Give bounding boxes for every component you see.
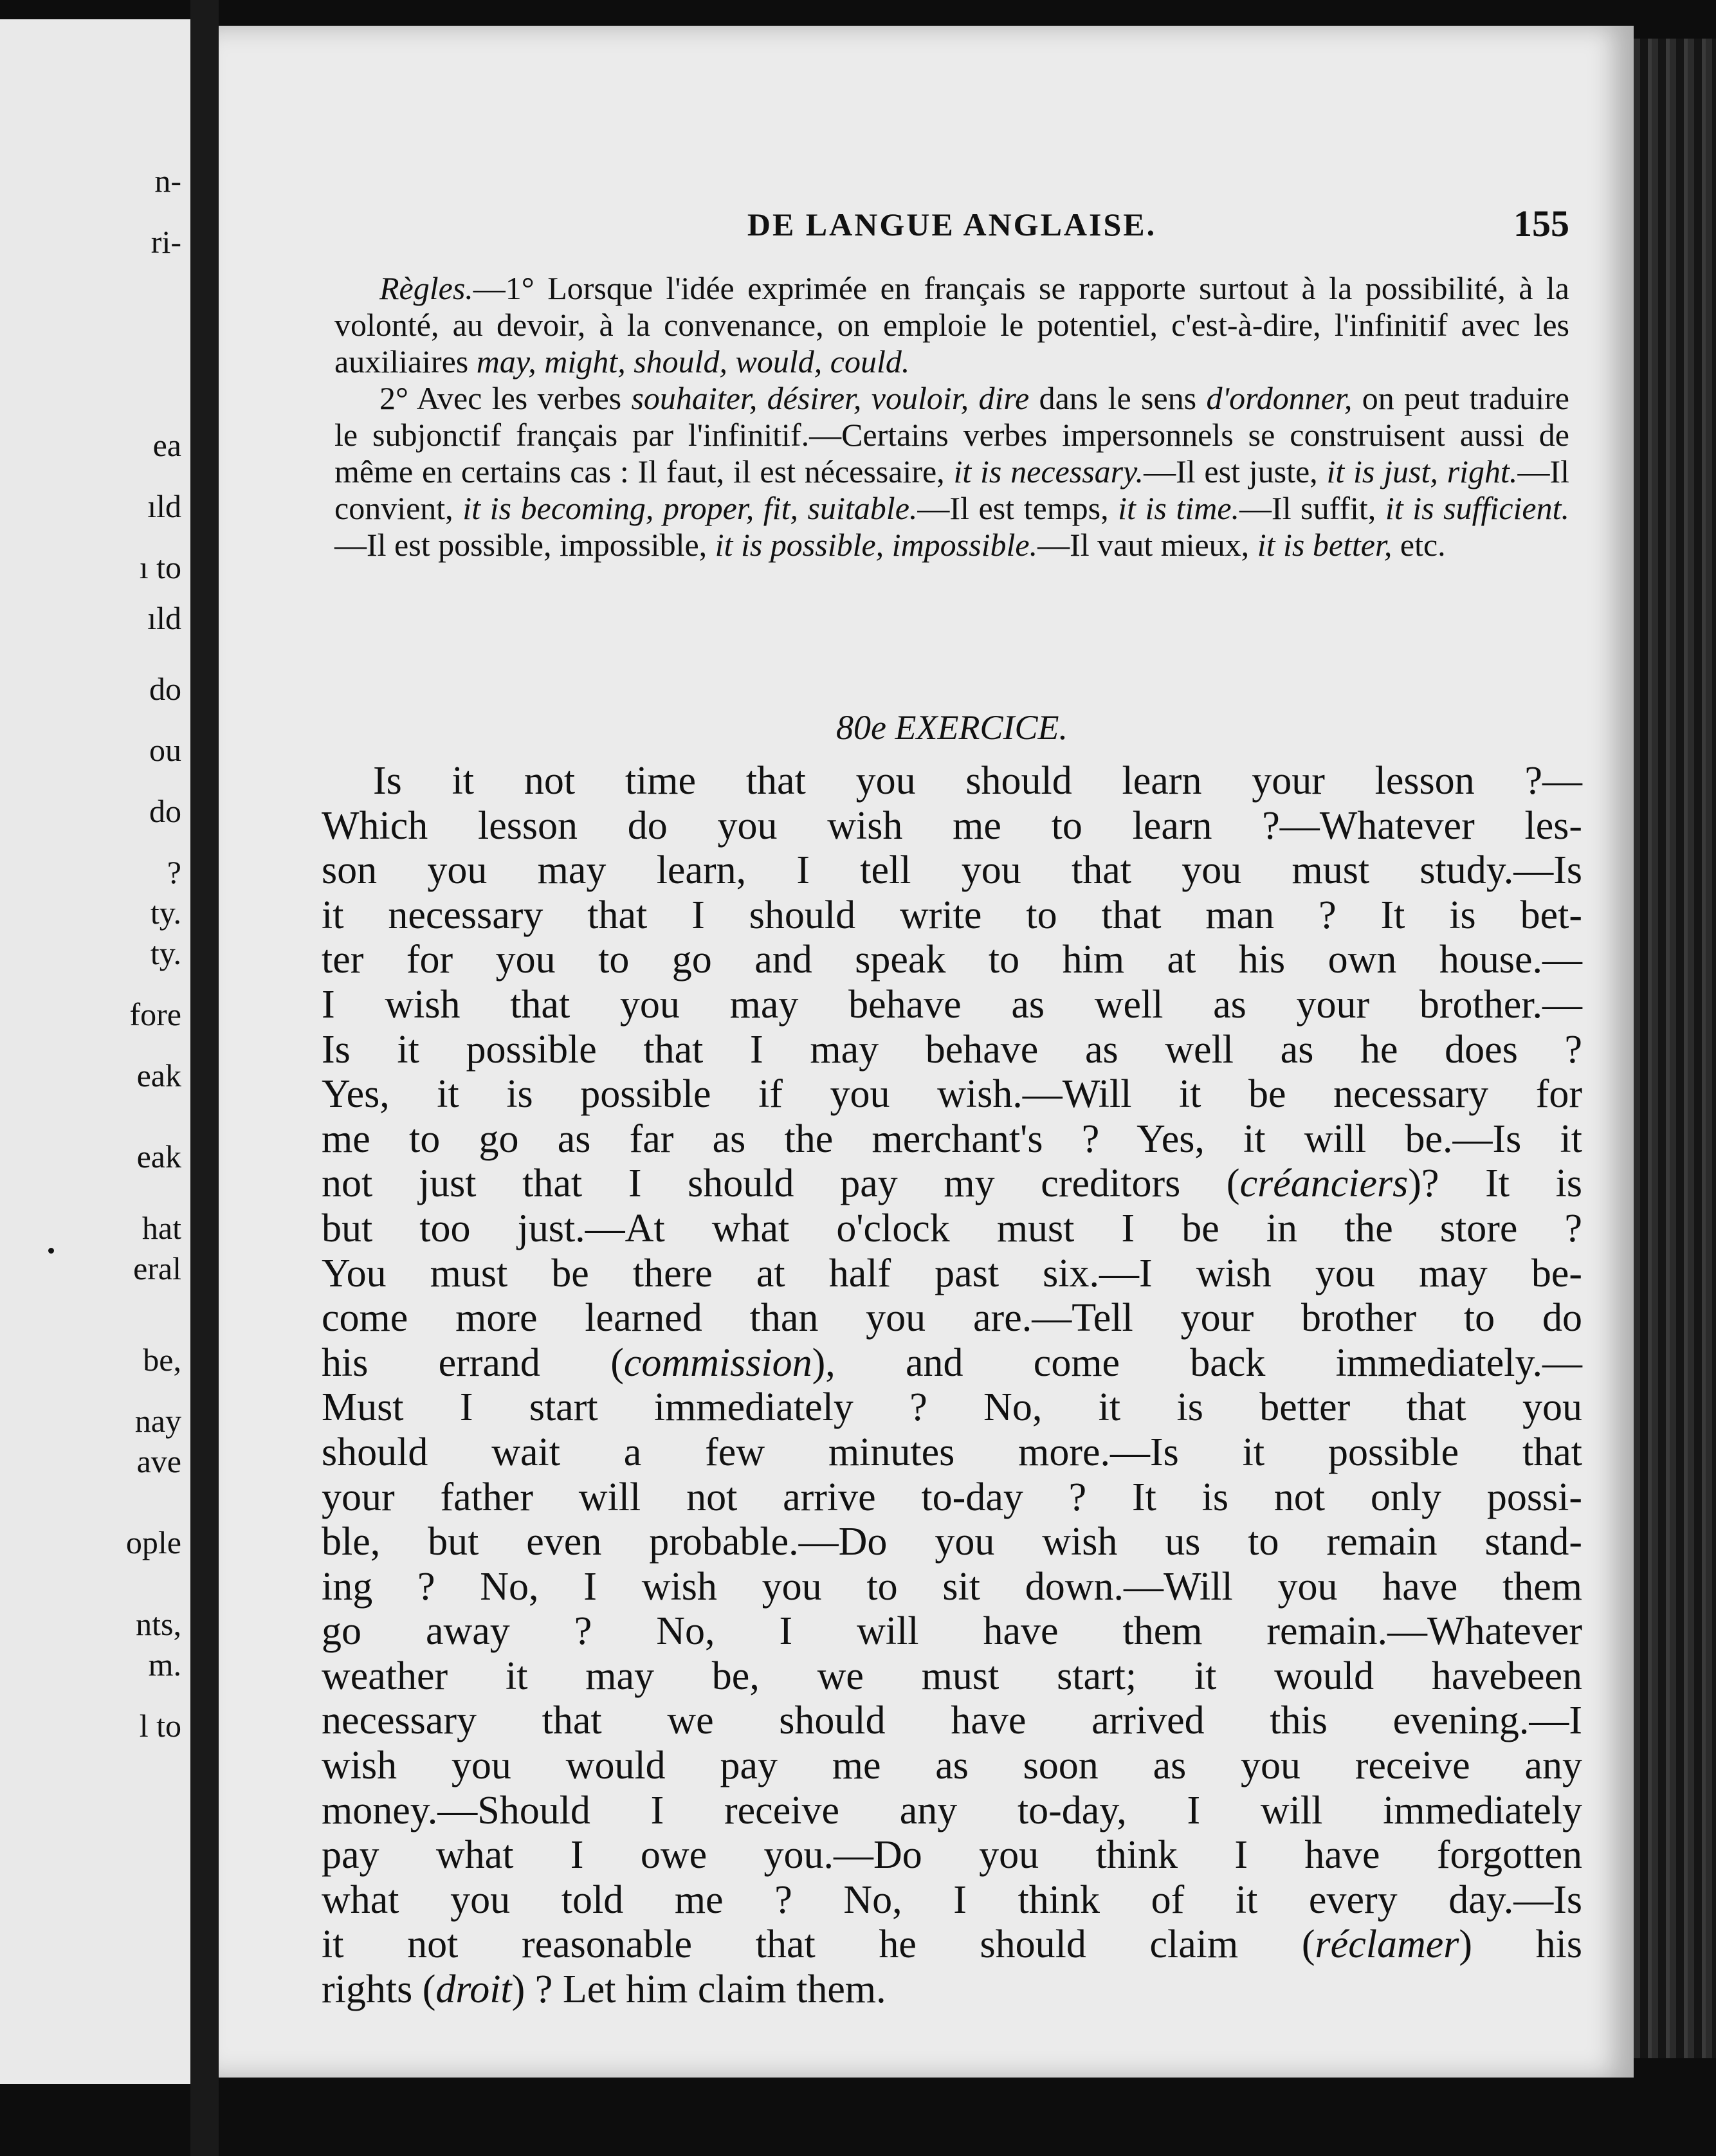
running-head-title: DE LANGUE ANGLAISE.	[747, 206, 1157, 242]
text-run: ) ? Let him claim them.	[511, 1968, 886, 2012]
exercise-line	[322, 1162, 1582, 1207]
previous-page-fragment: ople	[125, 1524, 181, 1561]
text-run: wish you would pay me as soon as you receive any	[322, 1744, 1582, 1788]
exercise-line	[322, 1207, 1582, 1252]
rule-paragraph-1	[334, 270, 1569, 380]
text-run: —Il est possible, impossible,	[334, 527, 715, 563]
previous-page-fragment: eak	[136, 1057, 181, 1093]
previous-page-fragment: eral	[133, 1250, 181, 1286]
previous-page-fragment: do	[149, 792, 181, 829]
text-run: should wait a few minutes more.—Is it possible that	[322, 1430, 1582, 1474]
ink-speck	[48, 1248, 54, 1254]
exercise-line	[322, 1072, 1582, 1117]
italic-text: commission	[623, 1340, 812, 1385]
exercise-line	[322, 938, 1582, 983]
text-run: not just that I should pay my creditors (	[322, 1162, 1240, 1206]
text-run: You must be there at half past six.—I wish you may be-	[322, 1251, 1582, 1295]
italic-text: it is necessary.	[953, 453, 1144, 489]
italic-text: it is just, right.	[1326, 453, 1518, 489]
text-run: ), and come back immediately.—	[812, 1340, 1582, 1385]
exercise-line	[322, 848, 1582, 893]
previous-page-fragment: ıld	[147, 488, 181, 524]
text-run: dans le sens	[1029, 380, 1207, 416]
italic-text: it is sufficient.	[1385, 490, 1569, 526]
previous-page-fragment: be,	[143, 1342, 181, 1378]
text-run: —1° Lorsque l'idée exprimée en français se rapporte surtout à la possibilité, à la volonté, au devoir, à la convenance, on emploie le potentiel, c'est-à-dire, l'infinitif avec les auxiliaires	[334, 270, 1569, 379]
text-run: pay what I owe you.—Do you think I have forgotten	[322, 1833, 1582, 1877]
exercise-title: 80e EXERCICE.	[836, 708, 1068, 747]
exercise-line	[322, 1923, 1582, 1968]
previous-page-fragment: eak	[136, 1138, 181, 1174]
rule-paragraph-2	[334, 380, 1569, 563]
previous-page-fragment: ea	[152, 427, 181, 463]
italic-text: droit	[435, 1968, 512, 2012]
previous-page-fragment: ı to	[139, 549, 181, 585]
text-run: Which lesson do you wish me to learn ?—Whatever les-	[322, 803, 1582, 848]
previous-page-fragment: ri-	[151, 224, 181, 260]
exercise-line	[322, 1968, 1582, 2013]
italic-text: it is time.	[1118, 490, 1240, 526]
previous-page-fragment: nts,	[136, 1605, 181, 1642]
previous-page-fragment: ou	[149, 732, 181, 768]
italic-text: it is possible, impossible.	[715, 527, 1038, 563]
italic-text: réclamer	[1315, 1923, 1459, 1967]
exercise-line	[322, 1430, 1582, 1475]
text-run: —Il convient,	[334, 453, 1569, 526]
exercise-line	[322, 804, 1582, 849]
text-run: —Il suffit,	[1239, 490, 1385, 526]
text-run: ) his	[1459, 1923, 1583, 1967]
text-run: it necessary that I should write to that man ? It is bet-	[322, 893, 1582, 937]
exercise-line	[322, 983, 1582, 1028]
previous-page-fragment: m.	[148, 1647, 181, 1683]
page-number: 155	[1513, 203, 1569, 244]
exercise-line	[322, 1341, 1582, 1386]
exercise-line	[322, 1028, 1582, 1073]
running-head	[334, 203, 1569, 257]
text-run: but too just.—At what o'clock must I be in the store ?	[322, 1206, 1582, 1250]
italic-text: may, might, should, would, could.	[476, 343, 910, 379]
text-run: )? It is	[1408, 1162, 1583, 1206]
exercise-line	[322, 1385, 1582, 1430]
text-run: son you may learn, I tell you that you must study.—Is	[322, 848, 1582, 893]
text-run: come more learned than you are.—Tell your brother to do	[322, 1296, 1582, 1340]
text-run: —Il est temps,	[917, 490, 1118, 526]
book-page	[219, 26, 1634, 2078]
text-run: etc.	[1392, 527, 1446, 563]
page-stack-edges	[1634, 39, 1716, 2058]
text-run: Must I start immediately ? No, it is better that you	[322, 1385, 1582, 1430]
text-run: I wish that you may behave as well as your brother.—	[322, 982, 1582, 1027]
text-run: necessary that we should have arrived this evening.—I	[322, 1699, 1582, 1743]
text-run: ble, but even probable.—Do you wish us to remain stand-	[322, 1520, 1582, 1564]
italic-text: d'ordonner,	[1206, 380, 1353, 416]
exercise-line	[322, 1833, 1582, 1878]
text-run: his errand (	[322, 1340, 624, 1385]
exercise-line	[322, 893, 1582, 938]
previous-page-fragment: hat	[141, 1209, 181, 1246]
text-run: money.—Should I receive any to-day, I will immediately	[322, 1788, 1582, 1832]
text-run: on peut traduire le subjonctif français par l'infinitif.—Certains verbes impersonnels se construisent aussi de même en certains cas : Il faut, il est nécessaire,	[334, 380, 1570, 489]
text-run: Is it not time that you should learn your lesson ?—	[373, 759, 1582, 803]
book-gutter	[190, 0, 219, 2156]
previous-page-fragment: ave	[136, 1443, 181, 1479]
text-run: Is it possible that I may behave as well as he does ?	[322, 1027, 1582, 1072]
exercise-line	[322, 759, 1582, 804]
previous-page-fragment: ıld	[147, 599, 181, 636]
exercise-line	[322, 1609, 1582, 1654]
previous-page-fragment: ?	[167, 854, 181, 890]
text-run: Yes, it is possible if you wish.—Will it be necessary for	[322, 1072, 1582, 1117]
italic-text: créanciers	[1239, 1162, 1409, 1206]
text-run: ter for you to go and speak to him at his own house.—	[322, 938, 1582, 982]
exercise-body	[322, 759, 1582, 2013]
text-run: 2° Avec les verbes	[379, 380, 632, 416]
exercise-line	[322, 1475, 1582, 1521]
text-run: ing ? No, I wish you to sit down.—Will you have them	[322, 1564, 1582, 1609]
previous-page-fragment: ty.	[150, 935, 181, 971]
text-run: go away ? No, I will have them remain.—Whatever	[322, 1609, 1582, 1654]
exercise-line	[322, 1654, 1582, 1699]
previous-page-fragment: l to	[139, 1707, 181, 1744]
exercise-line	[322, 1117, 1582, 1162]
italic-text: souhaiter, désirer, vouloir, dire	[631, 380, 1030, 416]
italic-text: it is becoming, proper, fit, suitable.	[462, 490, 918, 526]
previous-page-fragment: n-	[154, 163, 181, 199]
previous-page-fragment: do	[149, 671, 181, 708]
text-run: rights (	[322, 1968, 436, 2012]
text-run: weather it may be, we must start; it would havebeen	[322, 1654, 1582, 1698]
previous-page-edge	[0, 19, 190, 2084]
italic-text: Règles.	[379, 270, 473, 306]
rules-section	[334, 270, 1569, 563]
exercise-line	[322, 1520, 1582, 1565]
exercise-line	[322, 1699, 1582, 1744]
exercise-line	[322, 1252, 1582, 1297]
previous-page-fragment: ty.	[150, 894, 181, 931]
previous-page-fragment: nay	[134, 1402, 181, 1439]
exercise-line	[322, 1878, 1582, 1923]
previous-page-fragment: fore	[129, 996, 181, 1032]
text-run: it not reasonable that he should claim (	[322, 1923, 1315, 1967]
text-run: your father will not arrive to-day ? It is not only possi-	[322, 1475, 1582, 1519]
exercise-line	[322, 1565, 1582, 1610]
exercise-line	[322, 1744, 1582, 1789]
text-run: what you told me ? No, I think of it every day.—Is	[322, 1877, 1582, 1922]
text-run: —Il est juste,	[1144, 453, 1327, 489]
exercise-line	[322, 1296, 1582, 1341]
exercise-line	[322, 1789, 1582, 1834]
italic-text: it is better,	[1257, 527, 1392, 563]
text-run: —Il vaut mieux,	[1037, 527, 1257, 563]
text-run: me to go as far as the merchant's ? Yes, it will be.—Is it	[322, 1117, 1582, 1161]
